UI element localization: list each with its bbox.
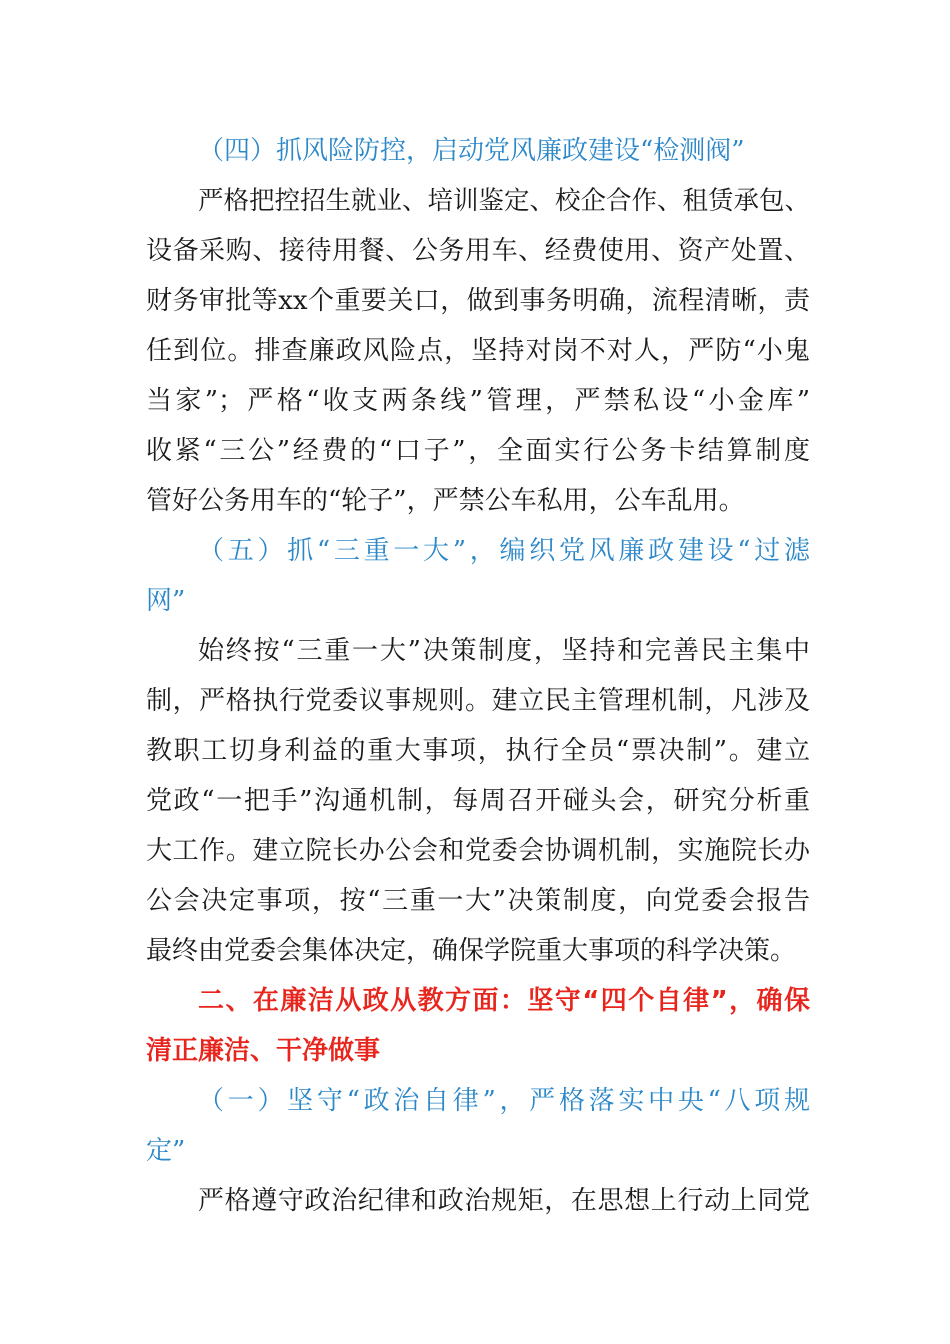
section-heading-1: （一）坚守“政治自律”，严格落实中央“八项规	[198, 1086, 810, 1116]
body-line: 大工作。建立院长办公会和党委会协调机制，实施院长办	[146, 836, 810, 866]
body-line: 始终按“三重一大”决策制度，坚持和完善民主集中	[198, 636, 810, 666]
section-heading-5: （五）抓“三重一大”，编织党风廉政建设“过滤	[198, 536, 810, 566]
body-line: 任到位。排查廉政风险点，坚持对岗不对人，严防“小鬼	[146, 336, 810, 366]
body-line: 严格遵守政治纪律和政治规矩，在思想上行动上同党	[198, 1186, 810, 1216]
chapter-heading-2: 二、在廉洁从政从教方面：坚守“四个自律”，确保	[198, 986, 810, 1016]
body-line: 制，严格执行党委议事规则。建立民主管理机制，凡涉及	[146, 686, 810, 716]
body-line: 收紧“三公”经费的“口子”，全面实行公务卡结算制度	[146, 436, 810, 466]
section-heading-5-cont: 网”	[146, 586, 186, 616]
body-line: 财务审批等xx个重要关口，做到事务明确，流程清晰，责	[146, 286, 810, 316]
section-heading-4: （四）抓风险防控，启动党风廉政建设“检测阀”	[198, 136, 745, 166]
chapter-heading-2-cont: 清正廉洁、干净做事	[146, 1036, 381, 1066]
body-line: 设备采购、接待用餐、公务用车、经费使用、资产处置、	[146, 236, 810, 266]
body-line: 当家”；严格“收支两条线”管理，严禁私设“小金库”	[146, 386, 810, 416]
body-line: 党政“一把手”沟通机制，每周召开碰头会，研究分析重	[146, 786, 810, 816]
body-line: 公会决定事项，按“三重一大”决策制度，向党委会报告	[146, 886, 810, 916]
body-line: 教职工切身利益的重大事项，执行全员“票决制”。建立	[146, 736, 810, 766]
document-body	[146, 126, 810, 1226]
body-line: 严格把控招生就业、培训鉴定、校企合作、租赁承包、	[198, 186, 810, 216]
section-heading-1-cont: 定”	[146, 1136, 186, 1166]
body-line: 最终由党委会集体决定，确保学院重大事项的科学决策。	[146, 936, 797, 966]
body-line: 管好公务用车的“轮子”，严禁公车私用，公车乱用。	[146, 486, 745, 516]
